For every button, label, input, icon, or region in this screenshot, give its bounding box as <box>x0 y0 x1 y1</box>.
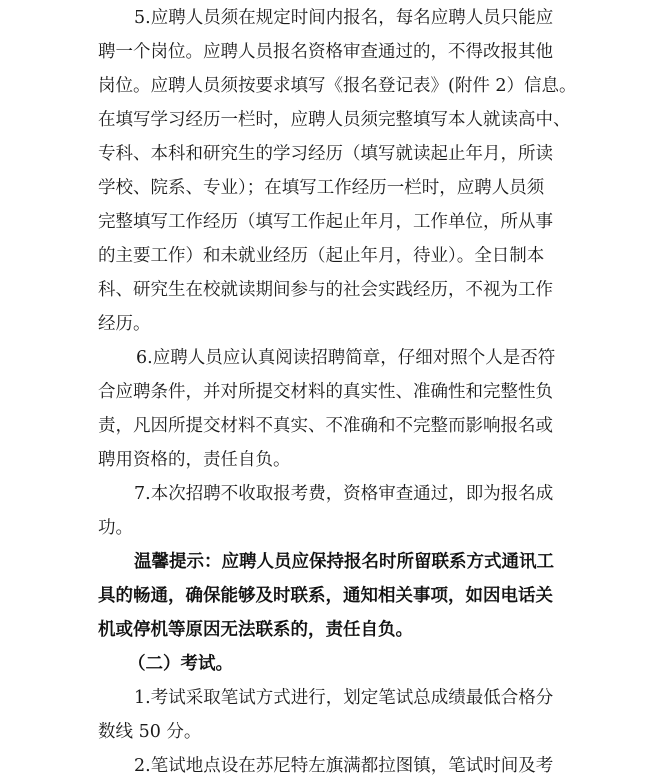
text-line <box>0 342 662 374</box>
text-line <box>0 648 662 680</box>
item-5-line-10: 经历。 <box>98 314 151 334</box>
item-7-line-2: 功。 <box>98 518 133 538</box>
text-line <box>0 750 662 782</box>
text-line <box>0 274 662 306</box>
text-line <box>0 580 662 612</box>
section-heading-exam: （二）考试。 <box>128 654 233 674</box>
text-line <box>0 36 662 68</box>
exam-item-2-line-1: 2.笔试地点设在苏尼特左旗满都拉图镇，笔试时间及考 <box>134 756 554 776</box>
text-line <box>0 546 662 578</box>
item-6-line-1: 6.应聘人员应认真阅读招聘简章，仔细对照个人是否符 <box>136 348 556 368</box>
reminder-line-2: 具的畅通，确保能够及时联系，通知相关事项，如因电话关 <box>98 586 553 606</box>
item-5-line-6: 学校、院系、专业）；在填写工作经历一栏时，应聘人员须 <box>98 178 545 198</box>
exam-item-1-line-2: 数线 50 分。 <box>98 722 202 742</box>
item-5-line-7: 完整填写工作经历（填写工作起止年月，工作单位，所从事 <box>98 212 553 232</box>
exam-item-1-line-1: 1.考试采取笔试方式进行，划定笔试总成绩最低合格分 <box>134 688 554 708</box>
text-line <box>0 682 662 714</box>
text-line <box>0 376 662 408</box>
item-6-line-2: 合应聘条件，并对所提交材料的真实性、准确性和完整性负 <box>98 382 553 402</box>
text-line <box>0 70 662 102</box>
text-line <box>0 2 662 34</box>
item-5-line-1: 5.应聘人员须在规定时间内报名，每名应聘人员只能应 <box>134 8 554 28</box>
text-line <box>0 716 662 748</box>
text-line <box>0 240 662 272</box>
text-line <box>0 308 662 340</box>
item-5-line-3: 岗位。应聘人员须按要求填写《报名登记表》(附件 2）信息。 <box>98 76 577 96</box>
item-5-line-8: 的主要工作）和未就业经历（起止年月，待业）。全日制本 <box>98 246 545 266</box>
reminder-line-1: 温馨提示：应聘人员应保持报名时所留联系方式通讯工 <box>134 552 554 572</box>
text-line <box>0 614 662 646</box>
text-line <box>0 104 662 136</box>
text-line <box>0 512 662 544</box>
text-line <box>0 138 662 170</box>
item-6-line-3: 责，凡因所提交材料不真实、不准确和不完整而影响报名或 <box>98 416 553 436</box>
text-line <box>0 206 662 238</box>
text-line <box>0 478 662 510</box>
item-5-line-9: 科、研究生在校就读期间参与的社会实践经历，不视为工作 <box>98 280 553 300</box>
item-5-line-4: 在填写学习经历一栏时，应聘人员须完整填写本人就读高中、 <box>98 110 571 130</box>
item-5-line-2: 聘一个岗位。应聘人员报名资格审查通过的，不得改报其他 <box>98 42 553 62</box>
reminder-line-3: 机或停机等原因无法联系的，责任自负。 <box>98 620 413 640</box>
item-6-line-4: 聘用资格的，责任自负。 <box>98 450 291 470</box>
text-line <box>0 444 662 476</box>
item-5-line-5: 专科、本科和研究生的学习经历（填写就读起止年月，所读 <box>98 144 553 164</box>
item-7-line-1: 7.本次招聘不收取报考费，资格审查通过，即为报名成 <box>134 484 554 504</box>
text-line <box>0 172 662 204</box>
text-line <box>0 410 662 442</box>
